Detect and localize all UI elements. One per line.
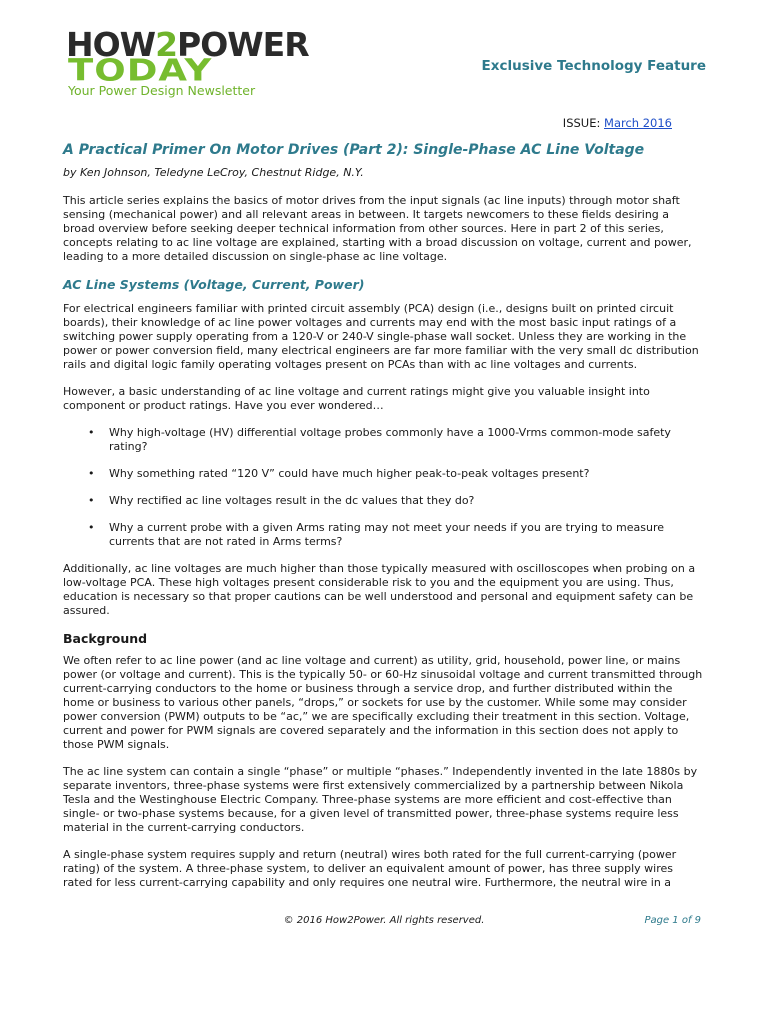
logo-two-text: 2 — [155, 25, 178, 64]
list-item-text: Why a current probe with a given Arms rating may not meet your needs if you are trying to measure currents that are not rated in Arms terms? — [109, 521, 665, 548]
paragraph: The ac line system can contain a single “phase” or multiple “phases.” Independently invented in the late 1880s by separate inventors, three-phase systems were first extensively commercialized by a partnership between Nikola Tesla and the Westinghouse Electric Company. Three-phase systems are more efficient and cost-effective than single- or two-phase systems because, for a given level of transmitted power, three-phase systems require less material in the current-carrying conductors. — [63, 765, 698, 834]
issue-line — [563, 116, 672, 130]
bullet-icon: • — [88, 521, 95, 534]
how2power-logo — [66, 25, 309, 102]
section-heading-background: Background — [63, 631, 148, 646]
issue-label: ISSUE: — [562, 116, 605, 130]
logo-how-text: HOW — [66, 25, 156, 64]
list-item-text: Why high-voltage (HV) differential voltage probes commonly have a 1000-Vrms common-mode safety rating? — [109, 426, 671, 453]
list-item — [63, 494, 703, 508]
article-body — [63, 141, 703, 903]
question-list — [63, 426, 703, 549]
intro-paragraph: This article series explains the basics of motor drives from the input signals (ac line inputs) through motor shaft sensing (mechanical power) and all relevant areas in between. It targets newcomers to these fields desiring a broad overview before seeking deeper technical information from other sources. Here in part 2 of this series, concepts relating to ac line voltage are explained, starting with a broad discussion on voltage, current and power, leading to a more detailed discussion on single-phase ac line voltage. — [63, 194, 692, 263]
article-title: A Practical Primer On Motor Drives (Part 2): Single-Phase AC Line Voltage — [63, 142, 645, 158]
page-number: Page 1 of 9 — [644, 915, 701, 926]
bullet-icon: • — [88, 494, 95, 507]
list-item — [63, 521, 703, 549]
list-item — [63, 467, 703, 481]
list-item — [63, 426, 703, 454]
list-item-text: Why something rated “120 V” could have much higher peak-to-peak voltages present? — [109, 467, 590, 480]
bullet-icon: • — [88, 467, 95, 480]
paragraph: For electrical engineers familiar with printed circuit assembly (PCA) design (i.e., designs built on printed circuit boards), their knowledge of ac line power voltages and currents may end with the most basic input ratings of a switching power supply operating from a 120-V or 240-V single-phase wall socket. Unless they are working in the power or power conversion field, many electrical engineers are far more familiar with the very small dc distribution rails and digital logic family operating voltages present on PCAs than with ac line voltages and currents. — [63, 302, 699, 371]
logo-power-text: POWER — [177, 25, 309, 64]
feature-label: Exclusive Technology Feature — [481, 58, 706, 74]
logo-wordmark-today: TODAY — [68, 52, 213, 88]
paragraph: However, a basic understanding of ac line voltage and current ratings might give you valuable insight into component or product ratings. Have you ever wondered… — [63, 385, 650, 412]
paragraph: A single-phase system requires supply and return (neutral) wires both rated for the full current-carrying (power rating) of the system. A three-phase system, to deliver an equivalent amount of power, has three supply wires rated for less current-carrying capability and only requires one neutral wire. Furthermore, the neutral wire in a — [63, 848, 677, 889]
issue-date-link[interactable]: March 2016 — [604, 116, 672, 130]
paragraph: We often refer to ac line power (and ac line voltage and current) as utility, grid, household, power line, or mains power (or voltage and current). This is the typically 50- or 60-Hz sinusoidal voltage and current transmitted through current-carrying conductors to the home or business through a service drop, and further distributed within the home or business to various other panels, “drops,” or sockets for use by the customer. While some may consider power conversion (PWM) outputs to be “ac,” we are specifically excluding their treatment in this section. Voltage, current and power for PWM signals are covered separately and the information in this section does not apply to those PWM signals. — [63, 654, 703, 751]
footer-copyright: © 2016 How2Power. All rights reserved. — [283, 915, 485, 926]
list-item-text: Why rectified ac line voltages result in the dc values that they do? — [109, 494, 475, 507]
paragraph: Additionally, ac line voltages are much higher than those typically measured with oscilloscopes when probing on a low-voltage PCA. These high voltages present considerable risk to you and the equipment you are using. Thus, education is necessary so that proper cautions can be well understood and personal and equipment safety can be assured. — [63, 562, 696, 617]
section-heading-ac-line-systems: AC Line Systems (Voltage, Current, Power) — [63, 277, 365, 292]
article-byline: by Ken Johnson, Teledyne LeCroy, Chestnut Ridge, N.Y. — [63, 166, 364, 179]
logo-tagline: Your Power Design Newsletter — [68, 83, 256, 98]
bullet-icon: • — [88, 426, 95, 439]
